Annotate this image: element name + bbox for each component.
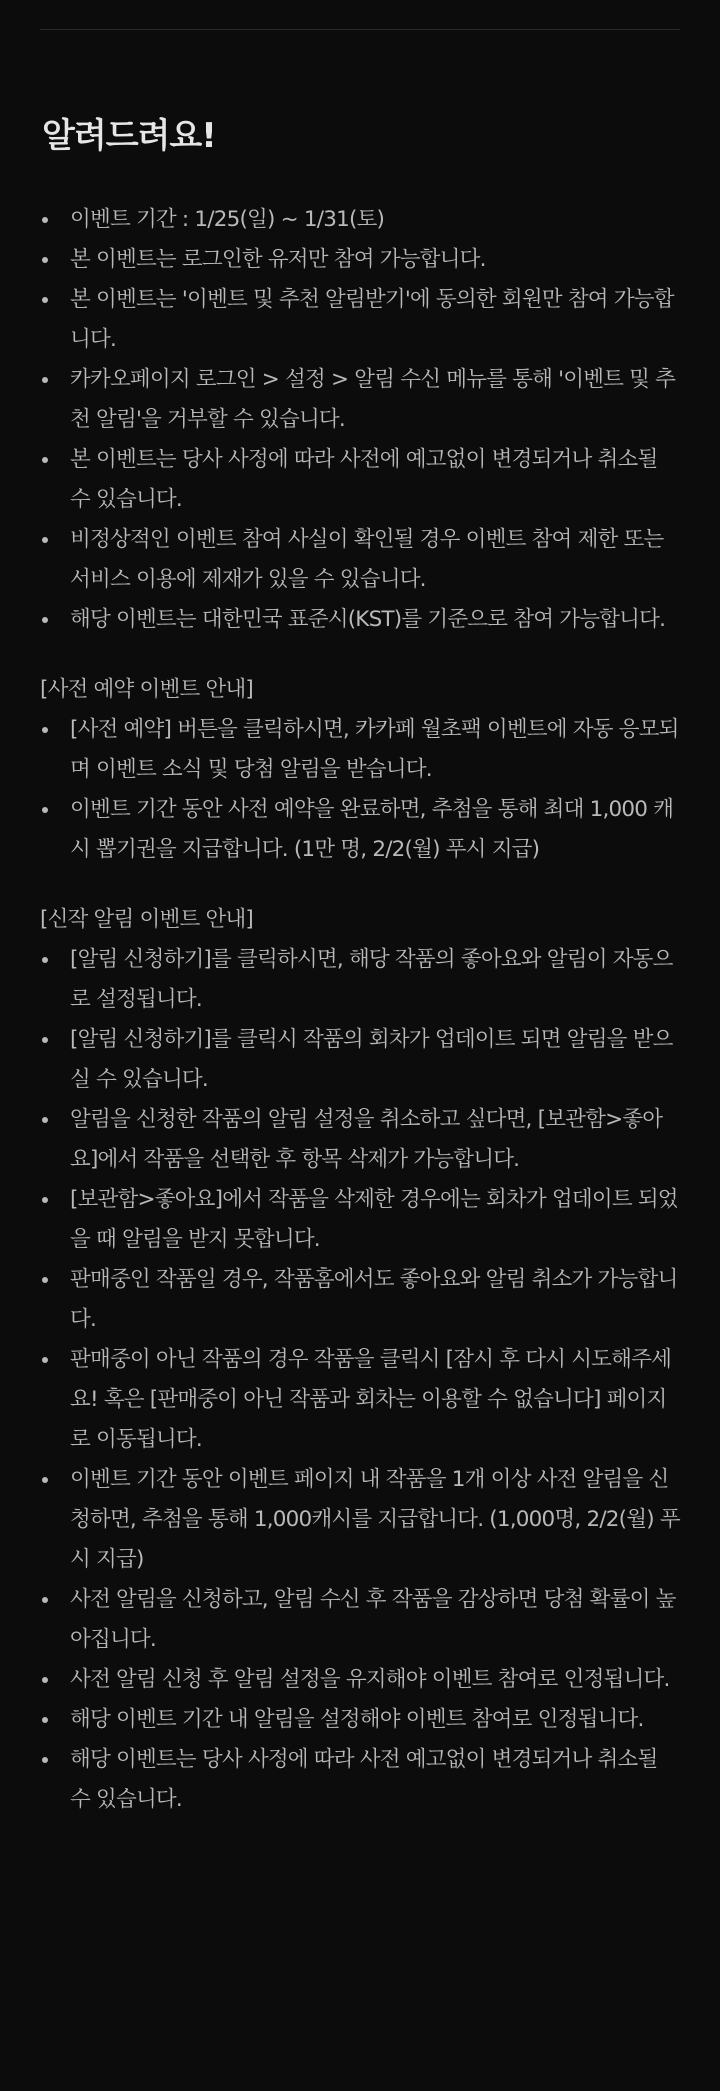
list-item: 해당 이벤트 기간 내 알림을 설정해야 이벤트 참여로 인정됩니다. (40, 1700, 680, 1740)
top-divider (40, 29, 680, 30)
list-item: 이벤트 기간 동안 이벤트 페이지 내 작품을 1개 이상 사전 알림을 신청하면, 추첨을 통해 1,000캐시를 지급합니다. (1,000명, 2/2(월) 푸시 지급) (40, 1460, 680, 1580)
pre-reservation-heading: [사전 예약 이벤트 안내] (40, 677, 254, 702)
list-item: 사전 알림 신청 후 알림 설정을 유지해야 이벤트 참여로 인정됩니다. (40, 1660, 680, 1700)
list-item: [알림 신청하기]를 클릭시 작품의 회차가 업데이트 되면 알림을 받으실 수 있습니다. (40, 1020, 680, 1100)
list-item: 판매중인 작품일 경우, 작품홈에서도 좋아요와 알림 취소가 가능합니다. (40, 1260, 680, 1340)
pre-reservation-list (40, 710, 680, 870)
list-item: 본 이벤트는 '이벤트 및 추천 알림받기'에 동의한 회원만 참여 가능합니다. (40, 280, 680, 360)
list-item: [보관함>좋아요]에서 작품을 삭제한 경우에는 회차가 업데이트 되었을 때 알림을 받지 못합니다. (40, 1180, 680, 1260)
list-item: 해당 이벤트는 대한민국 표준시(KST)를 기준으로 참여 가능합니다. (40, 600, 680, 640)
list-item: 해당 이벤트는 당사 사정에 따라 사전 예고없이 변경되거나 취소될 수 있습니다. (40, 1740, 680, 1820)
new-alert-heading: [신작 알림 이벤트 안내] (40, 907, 254, 932)
list-item: 카카오페이지 로그인 > 설정 > 알림 수신 메뉴를 통해 '이벤트 및 추천 알림'을 거부할 수 있습니다. (40, 360, 680, 440)
list-item: 알림을 신청한 작품의 알림 설정을 취소하고 싶다면, [보관함>좋아요]에서 작품을 선택한 후 항목 삭제가 가능합니다. (40, 1100, 680, 1180)
list-item: 이벤트 기간 : 1/25(일) ~ 1/31(토) (40, 200, 680, 240)
new-alert-list (40, 940, 680, 1820)
list-item: 이벤트 기간 동안 사전 예약을 완료하면, 추첨을 통해 최대 1,000 캐시 뽑기권을 지급합니다. (1만 명, 2/2(월) 푸시 지급) (40, 790, 680, 870)
list-item: 판매중이 아닌 작품의 경우 작품을 클릭시 [잠시 후 다시 시도해주세요! 혹은 [판매중이 아닌 작품과 회차는 이용할 수 없습니다] 페이지로 이동됩니다. (40, 1340, 680, 1460)
list-item: 본 이벤트는 로그인한 유저만 참여 가능합니다. (40, 240, 680, 280)
notice-content (40, 200, 680, 1820)
list-item: 본 이벤트는 당사 사정에 따라 사전에 예고없이 변경되거나 취소될 수 있습니다. (40, 440, 680, 520)
general-notice-list (40, 200, 680, 640)
list-item: 비정상적인 이벤트 참여 사실이 확인될 경우 이벤트 참여 제한 또는 서비스 이용에 제재가 있을 수 있습니다. (40, 520, 680, 600)
list-item: 사전 알림을 신청하고, 알림 수신 후 작품을 감상하면 당첨 확률이 높아집니다. (40, 1580, 680, 1660)
list-item: [사전 예약] 버튼을 클릭하시면, 카카페 월초팩 이벤트에 자동 응모되며 이벤트 소식 및 당첨 알림을 받습니다. (40, 710, 680, 790)
list-item: [알림 신청하기]를 클릭하시면, 해당 작품의 좋아요와 알림이 자동으로 설정됩니다. (40, 940, 680, 1020)
page-title: 알려드려요! (42, 116, 216, 156)
